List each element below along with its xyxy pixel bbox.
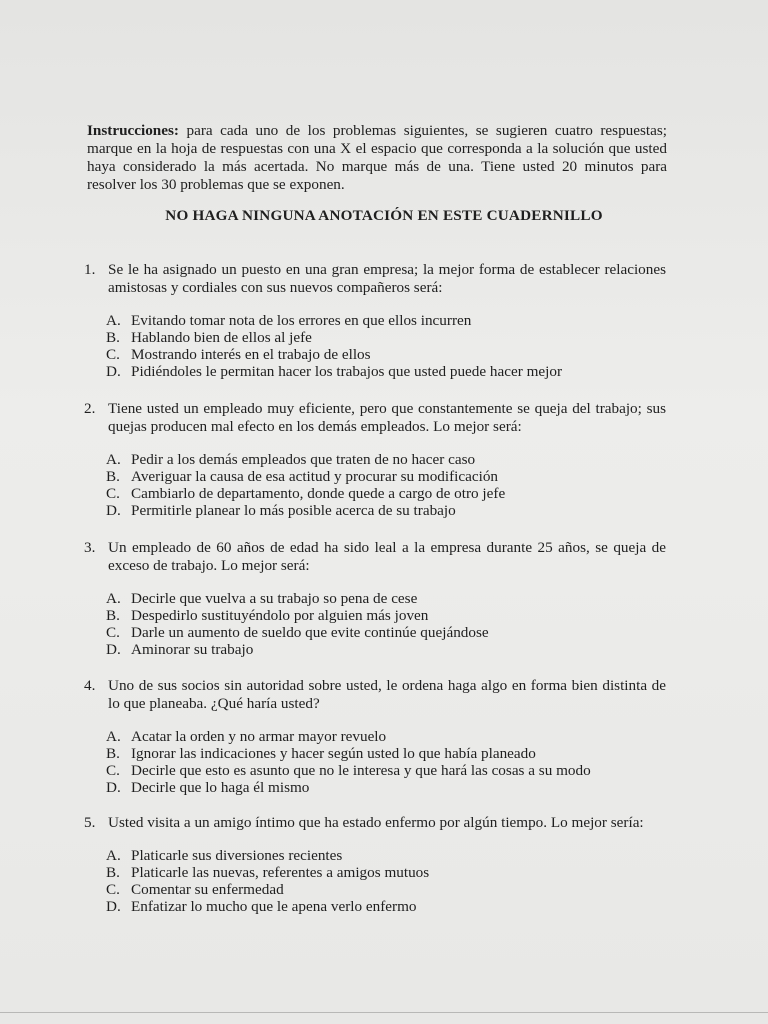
option-text: Pedir a los demás empleados que traten de no hacer caso	[131, 451, 476, 468]
question-number: 1.	[84, 261, 96, 278]
option-letter: D.	[106, 641, 121, 658]
option-a	[106, 451, 666, 468]
option-list	[106, 451, 666, 519]
instructions-paragraph	[87, 122, 667, 194]
question-3	[84, 539, 666, 658]
option-letter: C.	[106, 762, 120, 779]
option-letter: A.	[106, 451, 121, 468]
option-letter: C.	[106, 624, 120, 641]
option-letter: A.	[106, 728, 121, 745]
option-letter: B.	[106, 329, 120, 346]
question-text: Tiene usted un empleado muy eficiente, pero que constantemente se queja del trabajo; sus quejas producen mal efecto en los demás empleados. Lo mejor será:	[108, 400, 666, 435]
question-number: 2.	[84, 400, 96, 417]
option-c	[106, 624, 666, 641]
option-c	[106, 485, 666, 502]
warning-heading: NO HAGA NINGUNA ANOTACIÓN EN ESTE CUADERNILLO	[165, 207, 603, 224]
option-letter: D.	[106, 779, 121, 796]
option-text: Aminorar su trabajo	[131, 641, 254, 658]
option-list	[106, 847, 666, 915]
option-text: Mostrando interés en el trabajo de ellos	[131, 346, 371, 363]
question-number: 5.	[84, 814, 96, 831]
option-text: Ignorar las indicaciones y hacer según usted lo que había planeado	[131, 745, 536, 762]
option-b	[106, 468, 666, 485]
option-d	[106, 898, 666, 915]
option-c	[106, 881, 666, 898]
option-text: Platicarle sus diversiones recientes	[131, 847, 343, 864]
option-text: Platicarle las nuevas, referentes a amigos mutuos	[131, 864, 430, 881]
option-text: Comentar su enfermedad	[131, 881, 284, 898]
option-text: Enfatizar lo mucho que le apena verlo enfermo	[131, 898, 417, 915]
option-letter: D.	[106, 898, 121, 915]
option-a	[106, 590, 666, 607]
question-text: Usted visita a un amigo íntimo que ha estado enfermo por algún tiempo. Lo mejor sería:	[108, 814, 644, 831]
option-text: Darle un aumento de sueldo que evite continúe quejándose	[131, 624, 489, 641]
option-c	[106, 346, 666, 363]
option-letter: B.	[106, 745, 120, 762]
option-letter: C.	[106, 881, 120, 898]
option-letter: C.	[106, 485, 120, 502]
option-letter: A.	[106, 590, 121, 607]
option-a	[106, 312, 666, 329]
option-a	[106, 728, 666, 745]
option-letter: D.	[106, 502, 121, 519]
question-1	[84, 261, 666, 380]
option-letter: A.	[106, 847, 121, 864]
option-letter: A.	[106, 312, 121, 329]
option-letter: B.	[106, 468, 120, 485]
option-text: Decirle que esto es asunto que no le interesa y que hará las cosas a su modo	[131, 762, 591, 779]
option-text: Decirle que lo haga él mismo	[131, 779, 310, 796]
option-text: Acatar la orden y no armar mayor revuelo	[131, 728, 387, 745]
question-text: Uno de sus socios sin autoridad sobre usted, le ordena haga algo en forma bien distinta de lo que planeaba. ¿Qué haría usted?	[108, 677, 666, 712]
option-b	[106, 329, 666, 346]
option-text: Permitirle planear lo más posible acerca de su trabajo	[131, 502, 456, 519]
option-list	[106, 312, 666, 380]
question-number: 4.	[84, 677, 96, 694]
question-number: 3.	[84, 539, 96, 556]
option-letter: B.	[106, 864, 120, 881]
option-text: Pidiéndoles le permitan hacer los trabajos que usted puede hacer mejor	[131, 363, 563, 380]
option-text: Cambiarlo de departamento, donde quede a cargo de otro jefe	[131, 485, 506, 502]
option-d	[106, 779, 666, 796]
option-b	[106, 864, 666, 881]
instructions-label: Instrucciones:	[87, 122, 179, 139]
instructions-text: para cada uno de los problemas siguientes, se sugieren cuatro respuestas; marque en la hoja de respuestas con una X el espacio que corresponda a la solución que usted haya considerado la más acertada. No marque más de una. Tiene usted 20 minutos para resolver los 30 problemas que se exponen.	[87, 122, 668, 193]
option-text: Evitando tomar nota de los errores en que ellos incurren	[131, 312, 472, 329]
option-letter: C.	[106, 346, 120, 363]
option-a	[106, 847, 666, 864]
question-4	[84, 677, 666, 796]
question-text: Se le ha asignado un puesto en una gran empresa; la mejor forma de establecer relaciones amistosas y cordiales con sus nuevos compañeros será:	[108, 261, 666, 296]
option-letter: D.	[106, 363, 121, 380]
option-b	[106, 745, 666, 762]
question-text: Un empleado de 60 años de edad ha sido leal a la empresa durante 25 años, se queja de exceso de trabajo. Lo mejor será:	[108, 539, 666, 574]
option-letter: B.	[106, 607, 120, 624]
option-text: Decirle que vuelva a su trabajo so pena de cese	[131, 590, 418, 607]
option-d	[106, 641, 666, 658]
option-d	[106, 363, 666, 380]
option-text: Despedirlo sustituyéndolo por alguien más joven	[131, 607, 429, 624]
option-text: Hablando bien de ellos al jefe	[131, 329, 312, 346]
option-b	[106, 607, 666, 624]
page-edge-line	[0, 1012, 768, 1013]
option-d	[106, 502, 666, 519]
question-2	[84, 400, 666, 519]
option-text: Averiguar la causa de esa actitud y procurar su modificación	[131, 468, 499, 485]
option-list	[106, 728, 666, 796]
option-list	[106, 590, 666, 658]
option-c	[106, 762, 666, 779]
question-5	[84, 814, 666, 915]
